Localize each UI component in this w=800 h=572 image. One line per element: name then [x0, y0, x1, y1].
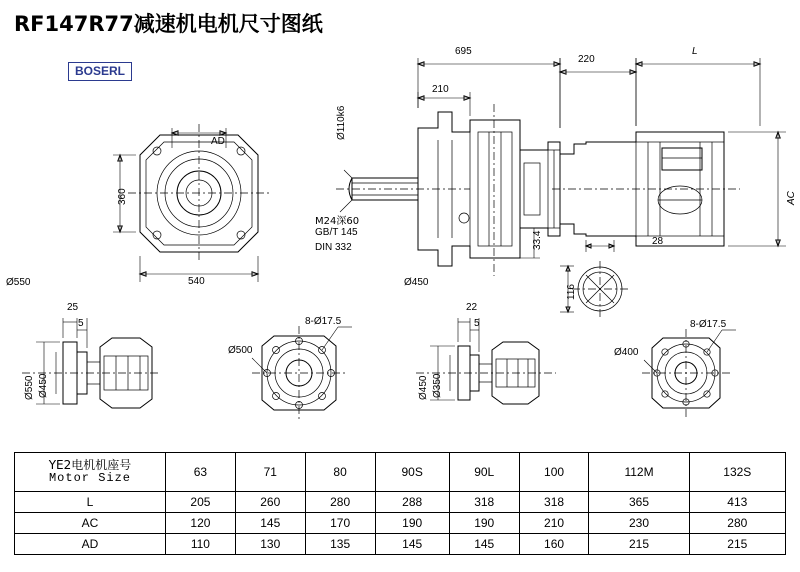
dim-L-label: L	[692, 46, 698, 57]
dim-210-label: 210	[432, 84, 449, 95]
thread-spec-line1: M24深60	[315, 216, 360, 227]
table-cell-size-6: 112M	[589, 453, 689, 492]
left-flange-view	[113, 124, 272, 282]
dia-500-label: Ø500	[228, 345, 253, 356]
bolt-pattern-label-b: 8-Ø17.5	[690, 319, 727, 330]
table-cell-AC-6: 230	[589, 513, 689, 534]
table-cell-AC-4: 190	[449, 513, 519, 534]
motor-size-cn: YE2电机机座号	[48, 458, 132, 472]
dim-220-label: 220	[578, 54, 595, 65]
dim-360-label: 360	[117, 188, 128, 205]
table-cell-L-3: 288	[375, 492, 449, 513]
dim-25-label: 25	[67, 302, 79, 313]
top-dimensions	[340, 58, 786, 312]
dia-350-vertical-label: Ø350	[432, 373, 443, 398]
table-cell-AD-2: 135	[305, 534, 375, 555]
table-rowhead-AC: AC	[15, 513, 166, 534]
flange-450-label: Ø450	[404, 277, 429, 288]
dim-22-label: 22	[466, 302, 478, 313]
table-cell-size-2: 80	[305, 453, 375, 492]
table-cell-AC-2: 170	[305, 513, 375, 534]
dim-540-label: 540	[188, 276, 205, 287]
dim-5a-label: 5	[78, 318, 84, 329]
dia-450-vertical-label-2: Ø450	[418, 375, 429, 400]
dim-33-4-label: 33.4	[532, 230, 543, 250]
table-cell-L-5: 318	[519, 492, 589, 513]
shaft-diameter-label: Ø110k6	[336, 105, 347, 140]
table-cell-AD-3: 145	[375, 534, 449, 555]
table-cell-L-2: 280	[305, 492, 375, 513]
table-row-AC	[15, 513, 786, 534]
table-cell-size-3: 90S	[375, 453, 449, 492]
table-rowhead-AD: AD	[15, 534, 166, 555]
table-row-AD	[15, 534, 786, 555]
dia-550-vertical-label: Ø550	[24, 375, 35, 400]
table-cell-AC-5: 210	[519, 513, 589, 534]
dim-5b-label: 5	[474, 318, 480, 329]
thread-spec-line3: DIN 332	[315, 242, 352, 253]
table-cell-AD-6: 215	[589, 534, 689, 555]
dia-450-vertical-label: Ø450	[38, 373, 49, 398]
table-cell-L-1: 260	[235, 492, 305, 513]
main-assembly-section	[336, 104, 740, 317]
dim-116-label: 116	[566, 284, 577, 300]
table-cell-L-4: 318	[449, 492, 519, 513]
table-cell-AD-5: 160	[519, 534, 589, 555]
dim-28-label: 28	[652, 236, 664, 247]
dim-AC-label: AC	[786, 191, 797, 205]
dim-AD-label: AD	[211, 136, 225, 147]
table-row-L	[15, 492, 786, 513]
table-rowhead-L: L	[15, 492, 166, 513]
thread-spec-line2: GB/T 145	[315, 227, 358, 238]
specification-table	[14, 452, 786, 555]
page-title: RF147R77减速机电机尺寸图纸	[14, 12, 323, 36]
table-cell-AD-7: 215	[689, 534, 785, 555]
table-cell-L-6: 365	[589, 492, 689, 513]
table-row-header	[15, 453, 786, 492]
table-cell-AC-3: 190	[375, 513, 449, 534]
flange-550-label: Ø550	[6, 277, 31, 288]
table-cell-AC-0: 120	[166, 513, 236, 534]
table-cell-size-7: 132S	[689, 453, 785, 492]
table-cell-AC-7: 280	[689, 513, 785, 534]
table-cell-AC-1: 145	[235, 513, 305, 534]
flange-view-2	[252, 326, 352, 420]
table-cell-size-0: 63	[166, 453, 236, 492]
table-cell-L-7: 413	[689, 492, 785, 513]
table-rowhead-motor-size	[15, 453, 166, 492]
flange-view-4	[642, 329, 736, 417]
table-cell-size-1: 71	[235, 453, 305, 492]
table-cell-size-5: 100	[519, 453, 589, 492]
table-cell-size-4: 90L	[449, 453, 519, 492]
table-cell-AD-4: 145	[449, 534, 519, 555]
table-cell-L-0: 205	[166, 492, 236, 513]
motor-size-en: Motor Size	[48, 471, 131, 485]
brand-logo: BOSERL	[68, 62, 132, 81]
table-cell-AD-0: 110	[166, 534, 236, 555]
table-cell-AD-1: 130	[235, 534, 305, 555]
dim-695-label: 695	[455, 46, 472, 57]
dia-400-label: Ø400	[614, 347, 639, 358]
bolt-pattern-label-a: 8-Ø17.5	[305, 316, 342, 327]
